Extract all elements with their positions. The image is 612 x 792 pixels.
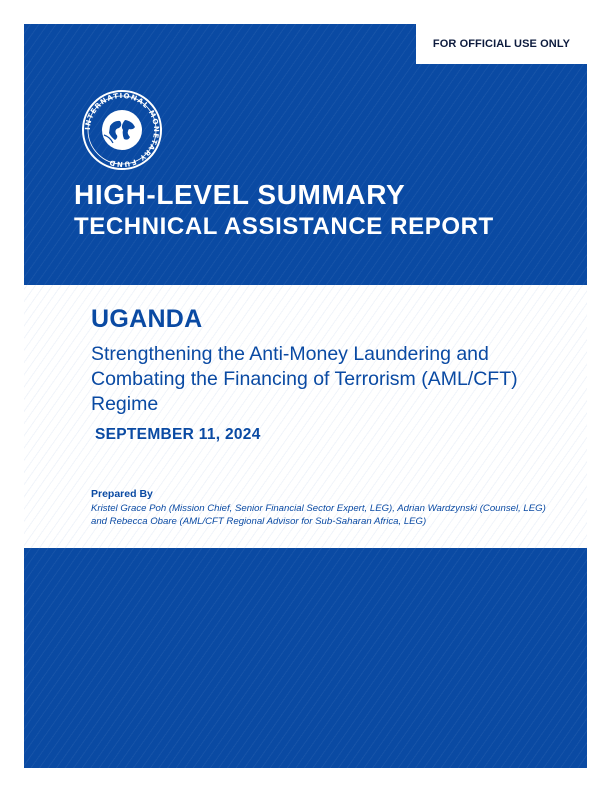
report-date: SEPTEMBER 11, 2024 [95,426,261,443]
title-panel [24,285,587,548]
heading-line-1: HIGH-LEVEL SUMMARY [74,179,406,210]
prepared-by-label: Prepared By [91,488,153,500]
imf-seal-icon [80,88,164,172]
report-subtitle: Strengthening the Anti-Money Laundering and Combating the Financing of Terrorism (AML/CFT) Regime [91,343,518,415]
classification-badge: FOR OFFICIAL USE ONLY [416,24,587,64]
authors-text: Kristel Grace Poh (Mission Chief, Senior Financial Sector Expert, LEG), Adrian Wardzynski (Counsel, LEG) and Rebecca Obare (AML/CFT Regional Advisor for Sub-Saharan Africa, LEG) [91,503,546,527]
heading-line-2: TECHNICAL ASSISTANCE REPORT [74,213,494,240]
report-heading [74,178,494,242]
seal-text: INTERNATIONAL MONETARY FUND [83,91,161,169]
cover-page [24,24,587,768]
country-title: UGANDA [91,305,203,333]
